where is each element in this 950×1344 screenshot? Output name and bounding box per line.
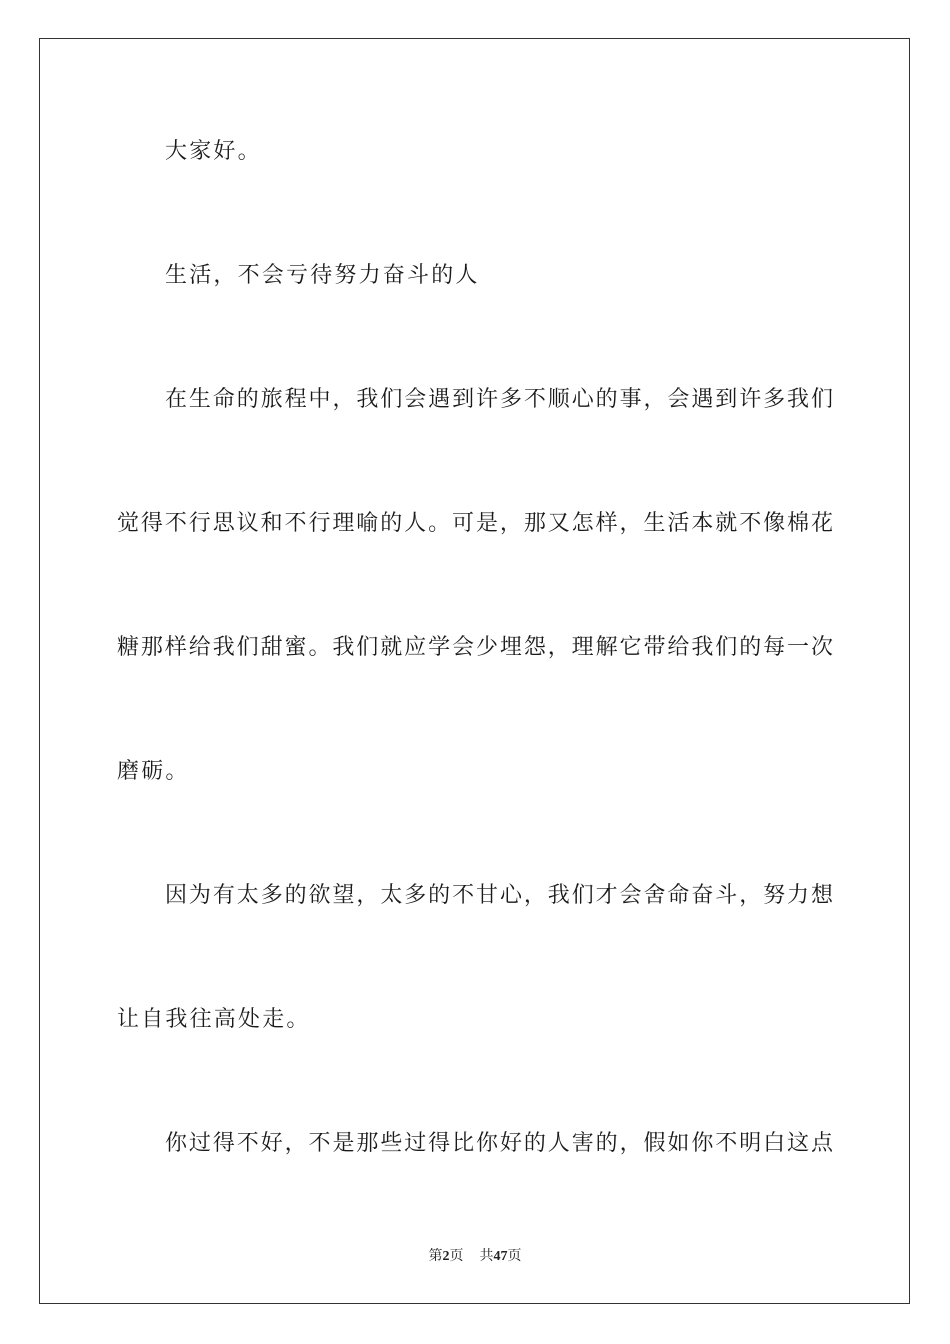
paragraph-line: 糖那样给我们甜蜜。我们就应学会少埋怨，理解它带给我们的每一次 <box>117 635 833 660</box>
paragraph-line: 因为有太多的欲望，太多的不甘心，我们才会舍命奋斗，努力想 <box>165 883 833 908</box>
page-prefix: 第 <box>428 1248 443 1264</box>
paragraph-line: 在生命的旅程中，我们会遇到许多不顺心的事，会遇到许多我们 <box>165 387 833 412</box>
page-suffix: 页 <box>449 1248 464 1264</box>
page-number: 2 <box>442 1249 450 1264</box>
page-footer <box>0 1247 950 1266</box>
paragraph-line: 磨砺。 <box>117 759 190 784</box>
total-pages: 47 <box>493 1249 508 1264</box>
paragraph-greeting: 大家好。 <box>165 139 262 164</box>
total-suffix: 页 <box>507 1248 522 1264</box>
paragraph-line: 觉得不行思议和不行理喻的人。可是，那又怎样，生活本就不像棉花 <box>117 511 833 536</box>
page-border <box>39 38 910 1304</box>
paragraph-title: 生活，不会亏待努力奋斗的人 <box>165 263 480 288</box>
paragraph-line: 让自我往高处走。 <box>117 1007 311 1032</box>
total-prefix: 共 <box>479 1248 494 1264</box>
paragraph-line: 你过得不好，不是那些过得比你好的人害的，假如你不明白这点 <box>165 1131 833 1156</box>
